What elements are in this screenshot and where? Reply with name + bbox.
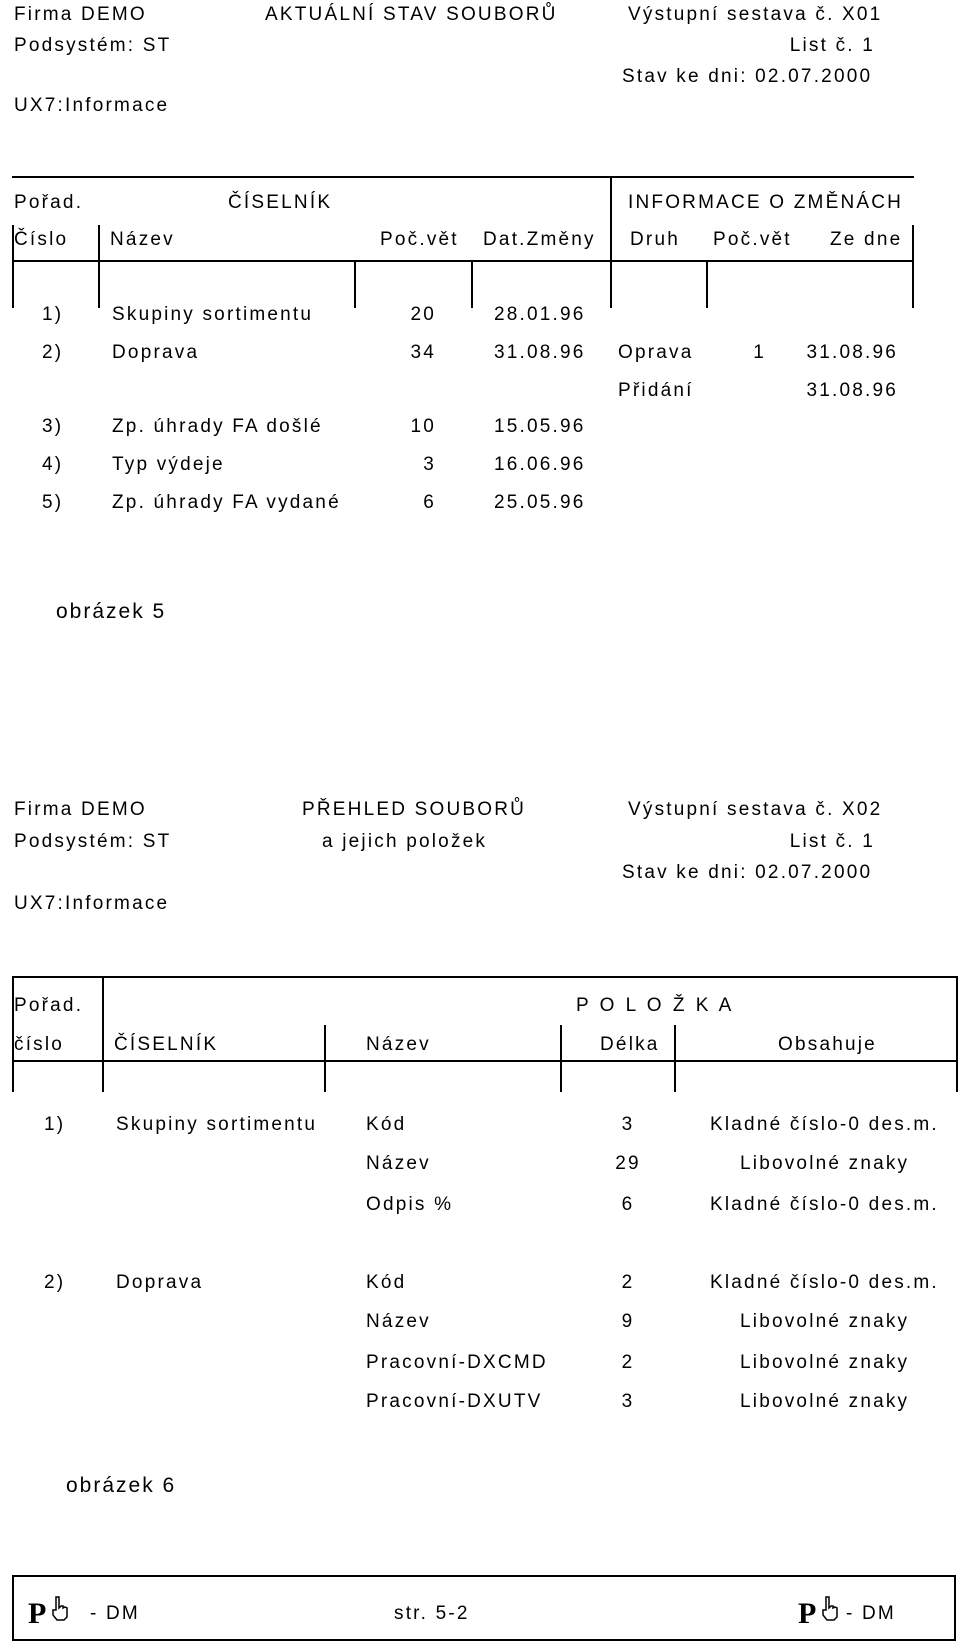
item-name: Kód (366, 1272, 407, 1293)
logo-letter: P (28, 1597, 47, 1630)
header-porad: Pořad. (14, 995, 84, 1016)
header-druh: Druh (630, 229, 680, 250)
item-name: Název (366, 1153, 431, 1174)
row-name: Typ výdeje (112, 454, 225, 475)
divider (471, 260, 473, 308)
header-delka: Délka (600, 1034, 660, 1055)
sheet-number: List č. 1 (789, 831, 875, 852)
divider (912, 260, 914, 308)
header-pocvet: Poč.vět (380, 229, 459, 250)
item-length: 9 (621, 1311, 635, 1332)
row-date: 28.01.96 (494, 304, 586, 325)
logo (28, 1599, 46, 1629)
report-title: AKTUÁLNÍ STAV SOUBORŮ (265, 4, 558, 25)
logo (798, 1599, 816, 1629)
row-count: 34 (410, 342, 436, 363)
header-nazev: Název (366, 1034, 431, 1055)
state-date: Stav ke dni: 02.07.2000 (622, 862, 873, 883)
change-type: Oprava (618, 342, 694, 363)
item-length: 2 (621, 1352, 635, 1373)
header-ciselnik: ČÍSELNÍK (228, 192, 333, 213)
item-content: Kladné číslo-0 des.m. (710, 1114, 939, 1135)
header-nazev: Název (110, 229, 175, 250)
output-number: Výstupní sestava č. X02 (628, 799, 883, 820)
divider (674, 1025, 676, 1092)
row-name: Skupiny sortimentu (112, 304, 314, 325)
item-content: Libovolné znaky (740, 1311, 910, 1332)
footer-left-text: - DM (90, 1603, 140, 1624)
row-date: 25.05.96 (494, 492, 586, 513)
row-number: 1) (44, 1114, 66, 1135)
company-name: Firma DEMO (14, 799, 147, 820)
state-date: Stav ke dni: 02.07.2000 (622, 66, 873, 87)
divider (354, 260, 356, 308)
divider (706, 260, 708, 308)
change-type: Přidání (618, 380, 694, 401)
item-length: 6 (621, 1194, 635, 1215)
figure-caption: obrázek 5 (56, 600, 167, 623)
row-date: 31.08.96 (494, 342, 586, 363)
change-count: 1 (753, 342, 766, 363)
header-ciselnik: ČÍSELNÍK (114, 1034, 219, 1055)
row-date: 16.06.96 (494, 454, 586, 475)
item-length: 29 (615, 1153, 641, 1174)
table-top-border (12, 176, 914, 178)
row-name: Zp. úhrady FA vydané (112, 492, 341, 513)
header-bottom-border (12, 1060, 958, 1062)
row-count: 20 (410, 304, 436, 325)
divider (12, 260, 14, 308)
header-bottom-border (12, 260, 914, 262)
row-number: 5) (42, 492, 64, 513)
output-number: Výstupní sestava č. X01 (628, 4, 883, 25)
page-number: str. 5-2 (394, 1603, 470, 1624)
divider (98, 260, 100, 308)
hand-pointer-icon (50, 1595, 70, 1621)
header-cislo: číslo (14, 1034, 65, 1055)
item-content: Kladné číslo-0 des.m. (710, 1272, 939, 1293)
row-date: 15.05.96 (494, 416, 586, 437)
table-top-border (12, 976, 958, 978)
divider (102, 976, 104, 1092)
change-date: 31.08.96 (806, 380, 898, 401)
item-name: Kód (366, 1114, 407, 1135)
item-content: Libovolné znaky (740, 1153, 910, 1174)
divider (560, 1025, 562, 1092)
item-name: Název (366, 1311, 431, 1332)
divider (610, 260, 612, 308)
header-cislo: Číslo (14, 229, 69, 250)
divider (912, 225, 914, 260)
subsystem: Podsystém: ST (14, 35, 172, 56)
ux-info: UX7:Informace (14, 95, 170, 116)
item-name: Pracovní-DXUTV (366, 1391, 543, 1412)
report-subtitle: a jejich položek (322, 831, 488, 852)
row-ciselnik: Doprava (116, 1272, 204, 1293)
figure-caption: obrázek 6 (66, 1474, 177, 1497)
header-info: INFORMACE O ZMĚNÁCH (628, 192, 904, 213)
change-date: 31.08.96 (806, 342, 898, 363)
divider (324, 1025, 326, 1092)
row-number: 3) (42, 416, 64, 437)
item-content: Libovolné znaky (740, 1352, 910, 1373)
divider (610, 176, 612, 260)
item-length: 3 (621, 1114, 635, 1135)
header-obsahuje: Obsahuje (778, 1034, 877, 1055)
item-length: 3 (621, 1391, 635, 1412)
divider (98, 225, 100, 260)
row-count: 6 (423, 492, 436, 513)
subsystem: Podsystém: ST (14, 831, 172, 852)
header-zedne: Ze dne (830, 229, 903, 250)
header-datzmeny: Dat.Změny (483, 229, 596, 250)
row-number: 1) (42, 304, 64, 325)
header-polozka: P O L O Ž K A (576, 995, 735, 1016)
divider (956, 976, 958, 1092)
company-name: Firma DEMO (14, 4, 147, 25)
logo-letter: P (798, 1597, 817, 1630)
row-count: 10 (410, 416, 436, 437)
item-length: 2 (621, 1272, 635, 1293)
page-footer (12, 1575, 956, 1641)
item-name: Odpis % (366, 1194, 454, 1215)
row-name: Zp. úhrady FA došlé (112, 416, 323, 437)
row-count: 3 (423, 454, 436, 475)
row-ciselnik: Skupiny sortimentu (116, 1114, 318, 1135)
row-number: 4) (42, 454, 64, 475)
header-pocvet-2: Poč.vět (713, 229, 792, 250)
row-number: 2) (42, 342, 64, 363)
footer-right-text: - DM (846, 1603, 896, 1624)
hand-pointer-icon (820, 1595, 840, 1621)
report-title: PŘEHLED SOUBORŮ (302, 799, 527, 820)
sheet-number: List č. 1 (789, 35, 875, 56)
item-name: Pracovní-DXCMD (366, 1352, 548, 1373)
ux-info: UX7:Informace (14, 893, 170, 914)
item-content: Libovolné znaky (740, 1391, 910, 1412)
item-content: Kladné číslo-0 des.m. (710, 1194, 939, 1215)
row-number: 2) (44, 1272, 66, 1293)
header-porad: Pořad. (14, 192, 84, 213)
row-name: Doprava (112, 342, 200, 363)
